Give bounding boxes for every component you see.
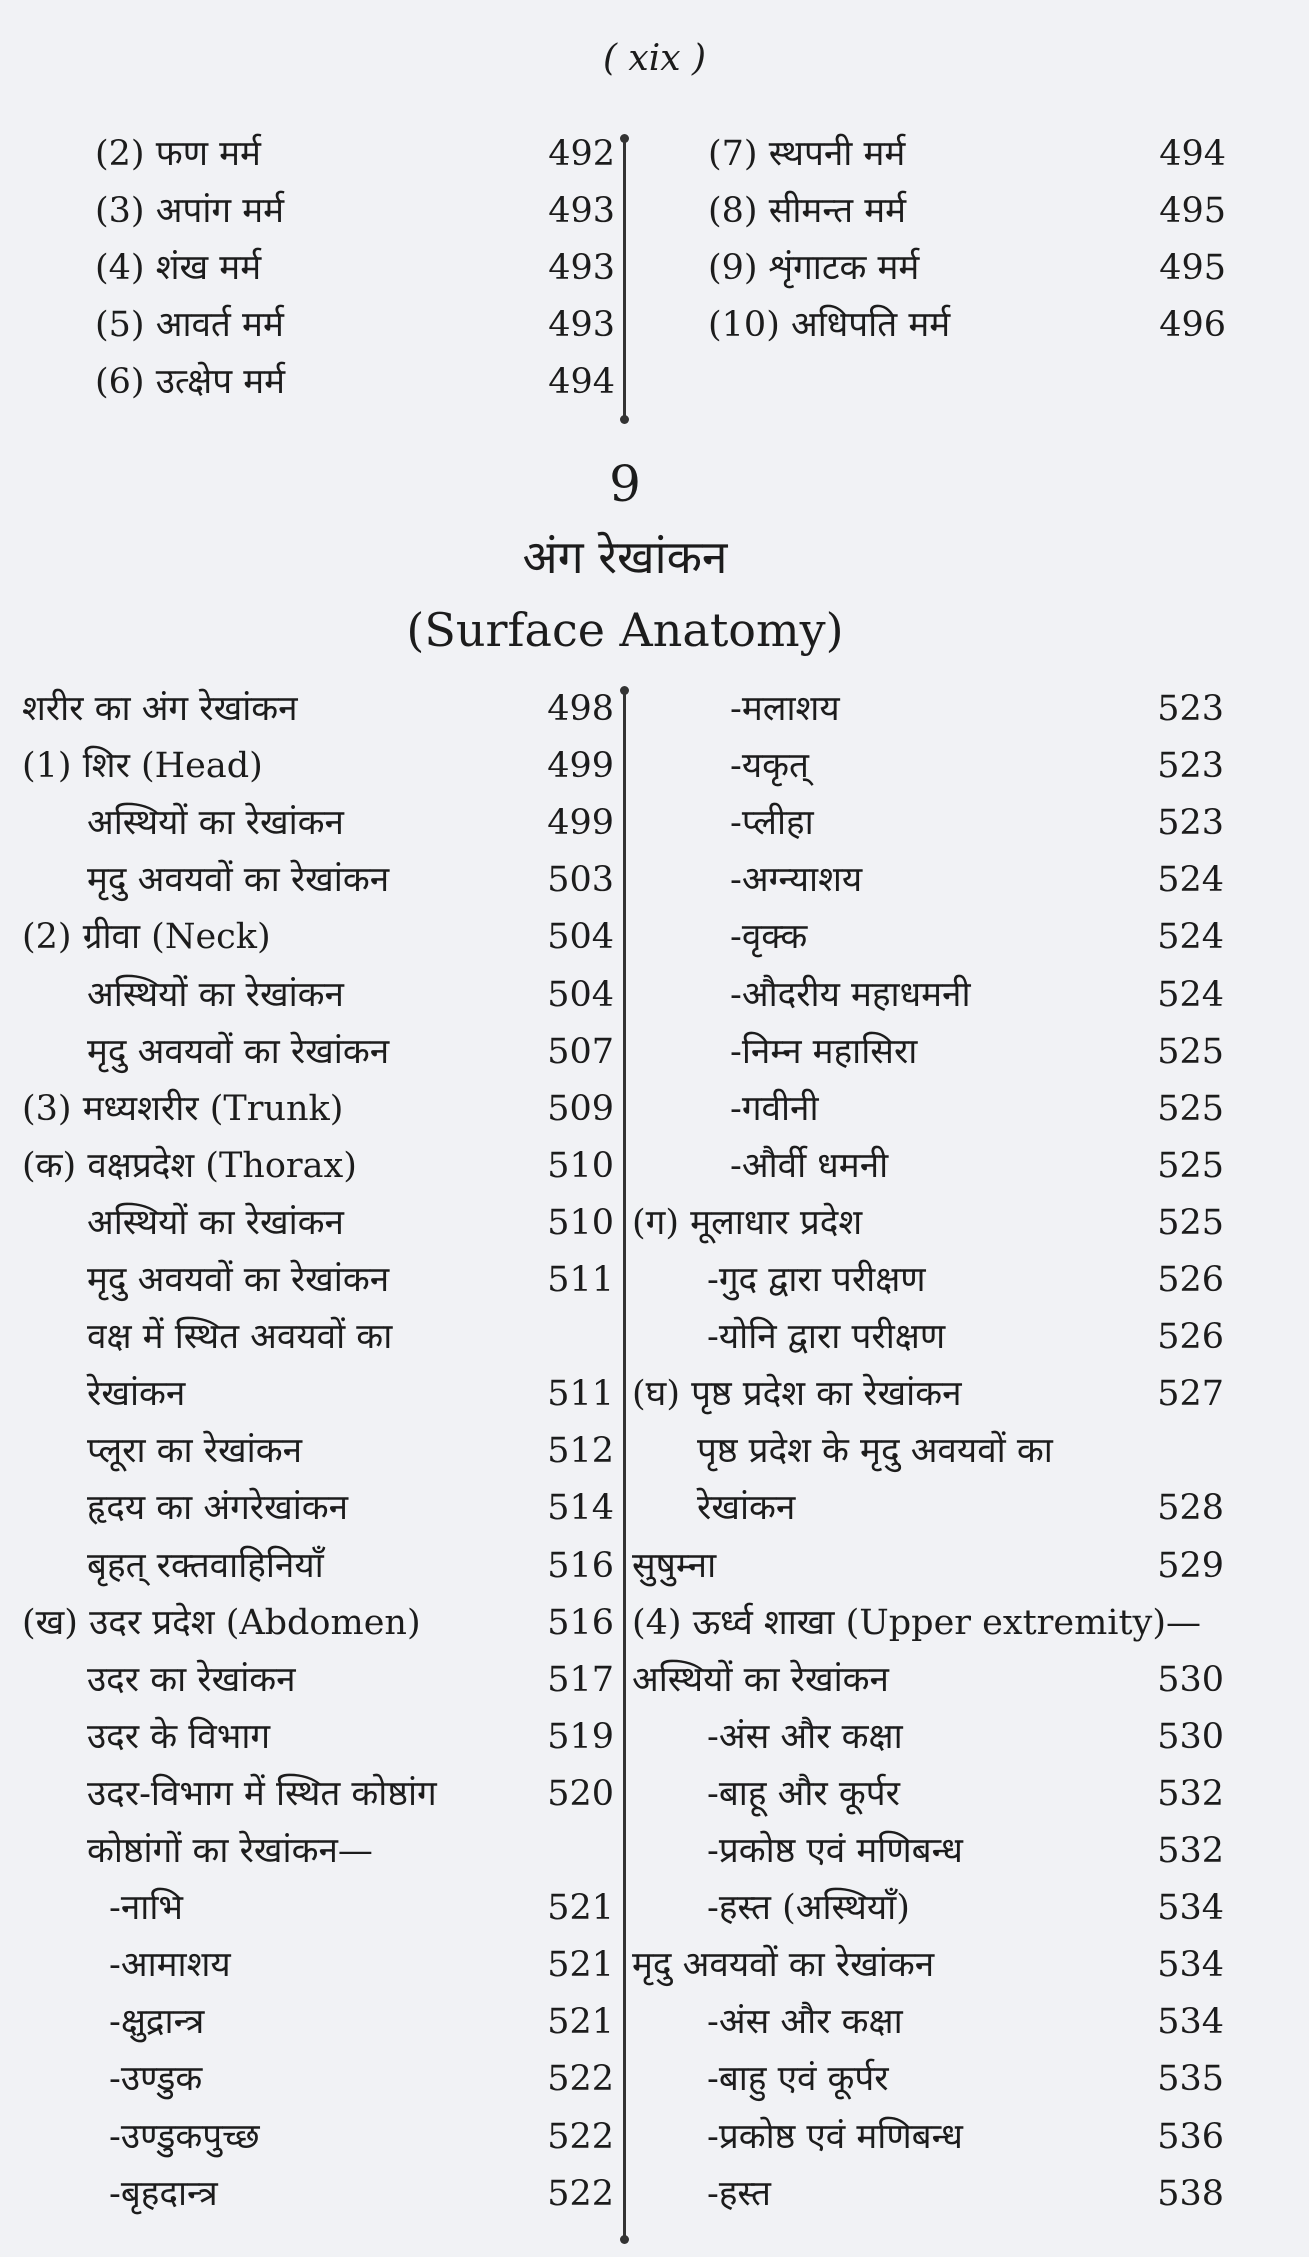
chapter-number: 9 bbox=[609, 455, 641, 513]
toc-entry-page: 494 bbox=[1159, 134, 1226, 174]
column-divider-top bbox=[623, 138, 626, 420]
toc-entry bbox=[632, 1254, 1224, 1306]
toc-entry bbox=[632, 1197, 1224, 1249]
toc-entry bbox=[22, 1597, 614, 1649]
toc-entry bbox=[22, 1254, 614, 1306]
toc-entry-page: 511 bbox=[547, 1374, 614, 1415]
toc-entry bbox=[632, 1026, 1224, 1078]
toc-entry-label: (ख) उदर प्रदेश (Abdomen) bbox=[22, 1602, 421, 1643]
toc-entry-page: 503 bbox=[547, 860, 614, 901]
toc-entry-label: -उण्डुकपुच्छ bbox=[109, 2116, 260, 2157]
toc-entry-label: रेखांकन bbox=[697, 1488, 796, 1529]
toc-entry-page: 522 bbox=[547, 2173, 614, 2214]
toc-entry-page: 495 bbox=[1159, 248, 1226, 288]
toc-entry bbox=[708, 185, 1226, 237]
toc-entry-label: -प्लीहा bbox=[730, 803, 814, 844]
toc-entry-label: -आमाशय bbox=[109, 1945, 231, 1986]
toc-entry-label: मृदु अवयवों का रेखांकन bbox=[632, 1945, 935, 1986]
toc-entry-page: 535 bbox=[1157, 2059, 1224, 2100]
toc-entry-label: (3) मध्यशरीर (Trunk) bbox=[22, 1088, 344, 1129]
toc-entry-page: 504 bbox=[547, 917, 614, 958]
toc-entry bbox=[632, 1882, 1224, 1934]
toc-entry-label: -गुद द्वारा परीक्षण bbox=[707, 1260, 926, 1300]
toc-entry-page: 523 bbox=[1157, 803, 1224, 844]
toc-entry-label: (9) शृंगाटक मर्म bbox=[708, 248, 920, 288]
toc-entry bbox=[22, 1654, 614, 1706]
toc-entry-label: -निम्न महासिरा bbox=[730, 1031, 918, 1072]
toc-entry bbox=[632, 2111, 1224, 2163]
toc-entry bbox=[22, 2168, 614, 2220]
toc-entry-label: उदर-विभाग में स्थित कोष्ठांग bbox=[87, 1773, 437, 1814]
column-divider-main bbox=[623, 690, 626, 2240]
toc-entry bbox=[632, 1825, 1224, 1877]
toc-entry-label: सुषुम्ना bbox=[632, 1545, 717, 1586]
toc-entry-label: -उण्डुक bbox=[109, 2059, 203, 2100]
toc-entry bbox=[95, 185, 615, 237]
toc-entry bbox=[708, 242, 1226, 294]
toc-entry bbox=[22, 1083, 614, 1135]
toc-entry-label: -हस्त (अस्थियाँ) bbox=[707, 1888, 910, 1929]
toc-entry-page: 534 bbox=[1157, 2002, 1224, 2043]
toc-entry bbox=[632, 683, 1224, 735]
toc-entry-page: 499 bbox=[547, 746, 614, 787]
toc-entry-page: 530 bbox=[1157, 1659, 1224, 1700]
toc-entry bbox=[632, 1311, 1224, 1363]
toc-entry bbox=[22, 2053, 614, 2105]
toc-entry-page: 519 bbox=[547, 1716, 614, 1757]
toc-entry-label: (क) वक्षप्रदेश (Thorax) bbox=[22, 1145, 357, 1186]
toc-entry-page: 534 bbox=[1157, 1888, 1224, 1929]
toc-entry-page: 493 bbox=[548, 305, 615, 345]
toc-entry-page: 494 bbox=[548, 362, 615, 402]
toc-entry-label: -प्रकोष्ठ एवं मणिबन्ध bbox=[707, 2116, 963, 2157]
toc-entry-page: 512 bbox=[547, 1431, 614, 1472]
toc-entry-label: -यकृत् bbox=[730, 746, 809, 787]
toc-entry bbox=[22, 1482, 614, 1534]
toc-entry-page: 493 bbox=[548, 191, 615, 231]
toc-entry bbox=[22, 1825, 614, 1877]
toc-entry-page: 496 bbox=[1159, 305, 1226, 345]
toc-entry bbox=[708, 128, 1226, 180]
toc-entry-label: अस्थियों का रेखांकन bbox=[87, 1202, 344, 1243]
toc-entry-label: अस्थियों का रेखांकन bbox=[87, 803, 344, 844]
toc-entry-page: 492 bbox=[548, 134, 615, 174]
toc-entry-label: मृदु अवयवों का रेखांकन bbox=[87, 860, 390, 901]
toc-entry-label: बृहत् रक्तवाहिनियाँ bbox=[87, 1545, 324, 1586]
toc-entry bbox=[22, 797, 614, 849]
toc-entry-label: -अंस और कक्षा bbox=[707, 2002, 903, 2043]
toc-entry-page: 504 bbox=[547, 974, 614, 1015]
toc-entry-label: -क्षुद्रान्त्र bbox=[109, 2002, 205, 2043]
toc-entry-label: -गवीनी bbox=[730, 1088, 819, 1129]
toc-entry bbox=[632, 1939, 1224, 1991]
toc-entry bbox=[632, 911, 1224, 963]
toc-entry bbox=[95, 356, 615, 408]
toc-entry-label: -बाहु एवं कूर्पर bbox=[707, 2059, 889, 2100]
toc-entry bbox=[22, 2111, 614, 2163]
toc-entry bbox=[632, 1083, 1224, 1135]
toc-entry-label: पृष्ठ प्रदेश के मृदु अवयवों का bbox=[697, 1431, 1053, 1472]
toc-entry-label: हृदय का अंगरेखांकन bbox=[87, 1488, 349, 1529]
toc-entry bbox=[632, 1597, 1224, 1649]
toc-entry-page: 521 bbox=[547, 1888, 614, 1929]
toc-entry-label: उदर के विभाग bbox=[87, 1716, 271, 1757]
chapter-subtitle: (Surface Anatomy) bbox=[406, 603, 844, 657]
toc-entry bbox=[632, 2053, 1224, 2105]
toc-entry-page: 507 bbox=[547, 1031, 614, 1072]
left-column bbox=[22, 683, 614, 2214]
toc-entry-page: 525 bbox=[1157, 1031, 1224, 1072]
toc-entry-label: (2) फण मर्म bbox=[95, 134, 261, 174]
toc-entry-page: 521 bbox=[547, 1945, 614, 1986]
toc-entry-page: 499 bbox=[547, 803, 614, 844]
toc-entry-page: 530 bbox=[1157, 1716, 1224, 1757]
toc-entry bbox=[22, 1368, 614, 1420]
toc-entry-page: 521 bbox=[547, 2002, 614, 2043]
toc-entry-page: 509 bbox=[547, 1088, 614, 1129]
toc-entry-label: प्लूरा का रेखांकन bbox=[87, 1431, 303, 1472]
toc-entry bbox=[22, 1197, 614, 1249]
toc-entry bbox=[22, 1996, 614, 2048]
toc-entry-label: वक्ष में स्थित अवयवों का bbox=[87, 1317, 393, 1358]
toc-entry-page: 522 bbox=[547, 2116, 614, 2157]
page-header: ( xix ) bbox=[602, 38, 707, 79]
toc-entry-label: -मलाशय bbox=[730, 689, 840, 729]
toc-entry bbox=[22, 1711, 614, 1763]
toc-entry bbox=[22, 1311, 614, 1363]
toc-entry bbox=[632, 854, 1224, 906]
toc-entry-page: 532 bbox=[1157, 1773, 1224, 1814]
toc-entry bbox=[22, 740, 614, 792]
toc-entry bbox=[22, 1425, 614, 1477]
toc-entry-label: -अंस और कक्षा bbox=[707, 1716, 903, 1757]
toc-entry-label: -नाभि bbox=[109, 1888, 183, 1929]
toc-entry-label: रेखांकन bbox=[87, 1374, 186, 1415]
toc-entry bbox=[632, 1368, 1224, 1420]
toc-entry-page: 524 bbox=[1157, 917, 1224, 958]
toc-entry-label: (घ) पृष्ठ प्रदेश का रेखांकन bbox=[632, 1374, 962, 1415]
toc-entry bbox=[632, 1996, 1224, 2048]
toc-entry bbox=[22, 854, 614, 906]
toc-entry-page: 510 bbox=[547, 1145, 614, 1186]
toc-entry-page: 524 bbox=[1157, 974, 1224, 1015]
toc-entry bbox=[632, 1768, 1224, 1820]
toc-entry bbox=[708, 299, 1226, 351]
toc-entry-page: 527 bbox=[1157, 1374, 1224, 1415]
toc-entry-page: 510 bbox=[547, 1202, 614, 1243]
toc-entry bbox=[22, 969, 614, 1021]
toc-entry-page: 529 bbox=[1157, 1545, 1224, 1586]
toc-entry-page: 536 bbox=[1157, 2116, 1224, 2157]
toc-entry-page: 520 bbox=[547, 1773, 614, 1814]
toc-entry-page: 525 bbox=[1157, 1145, 1224, 1186]
toc-entry-page: 524 bbox=[1157, 860, 1224, 901]
toc-entry-label: -हस्त bbox=[707, 2173, 771, 2214]
toc-entry-page: 532 bbox=[1157, 1831, 1224, 1871]
toc-entry-label: मृदु अवयवों का रेखांकन bbox=[87, 1260, 390, 1300]
toc-entry-label: -वृक्क bbox=[730, 917, 808, 958]
toc-entry bbox=[632, 797, 1224, 849]
toc-entry bbox=[632, 1654, 1224, 1706]
toc-entry bbox=[632, 969, 1224, 1021]
toc-entry-label: -बाहू और कूर्पर bbox=[707, 1773, 900, 1814]
toc-entry-label: -प्रकोष्ठ एवं मणिबन्ध bbox=[707, 1831, 963, 1871]
toc-entry-page: 514 bbox=[547, 1488, 614, 1529]
toc-entry-label: -योनि द्वारा परीक्षण bbox=[707, 1317, 946, 1358]
toc-entry-label: शरीर का अंग रेखांकन bbox=[22, 689, 298, 729]
toc-entry bbox=[22, 1026, 614, 1078]
toc-entry bbox=[95, 299, 615, 351]
toc-entry-page: 525 bbox=[1157, 1202, 1224, 1243]
toc-entry-label: अस्थियों का रेखांकन bbox=[87, 974, 344, 1015]
toc-entry-page: 526 bbox=[1157, 1317, 1224, 1358]
toc-entry-page: 516 bbox=[547, 1602, 614, 1643]
toc-entry-label: (5) आवर्त मर्म bbox=[95, 305, 284, 345]
toc-entry-page: 495 bbox=[1159, 191, 1226, 231]
toc-entry-label: (4) ऊर्ध्व शाखा (Upper extremity)— bbox=[632, 1602, 1201, 1643]
toc-entry-label: -औदरीय महाधमनी bbox=[730, 974, 971, 1015]
toc-entry-page: 528 bbox=[1157, 1488, 1224, 1529]
toc-entry-page: 511 bbox=[547, 1260, 614, 1300]
toc-entry bbox=[632, 2168, 1224, 2220]
toc-entry-label: कोष्ठांगों का रेखांकन— bbox=[87, 1831, 373, 1871]
toc-entry-page: 538 bbox=[1157, 2173, 1224, 2214]
toc-entry-label: अस्थियों का रेखांकन bbox=[632, 1659, 889, 1700]
toc-entry-label: -अग्न्याशय bbox=[730, 860, 863, 901]
toc-entry-label: (4) शंख मर्म bbox=[95, 248, 262, 288]
toc-entry-label: -बृहदान्त्र bbox=[109, 2173, 218, 2214]
toc-entry-label: (7) स्थपनी मर्म bbox=[708, 134, 906, 174]
toc-entry bbox=[22, 911, 614, 963]
toc-entry-label: (6) उत्क्षेप मर्म bbox=[95, 362, 286, 402]
toc-entry-label: उदर का रेखांकन bbox=[87, 1659, 296, 1700]
toc-entry-label: (8) सीमन्त मर्म bbox=[708, 191, 907, 231]
right-column bbox=[632, 683, 1224, 2214]
toc-entry bbox=[22, 683, 614, 735]
toc-entry bbox=[632, 1425, 1224, 1477]
toc-entry-label: (10) अधिपति मर्म bbox=[708, 305, 951, 345]
toc-entry-page: 517 bbox=[547, 1659, 614, 1700]
toc-entry bbox=[632, 1482, 1224, 1534]
toc-entry-page: 516 bbox=[547, 1545, 614, 1586]
toc-entry-page: 525 bbox=[1157, 1088, 1224, 1129]
toc-entry bbox=[95, 128, 615, 180]
toc-entry bbox=[632, 1711, 1224, 1763]
toc-entry bbox=[632, 740, 1224, 792]
toc-entry bbox=[632, 1140, 1224, 1192]
toc-entry bbox=[22, 1882, 614, 1934]
top-right-column bbox=[708, 128, 1226, 368]
toc-entry-label: -और्वी धमनी bbox=[730, 1145, 889, 1186]
toc-entry-page: 498 bbox=[547, 689, 614, 729]
toc-entry-label: (2) ग्रीवा (Neck) bbox=[22, 917, 271, 958]
toc-entry-label: (ग) मूलाधार प्रदेश bbox=[632, 1202, 863, 1243]
toc-entry bbox=[22, 1768, 614, 1820]
toc-entry-label: (1) शिर (Head) bbox=[22, 746, 263, 787]
toc-entry-page: 522 bbox=[547, 2059, 614, 2100]
toc-entry bbox=[22, 1540, 614, 1592]
toc-entry-page: 493 bbox=[548, 248, 615, 288]
toc-entry-page: 523 bbox=[1157, 746, 1224, 787]
toc-entry-label: (3) अपांग मर्म bbox=[95, 191, 285, 231]
top-left-column bbox=[95, 128, 615, 418]
toc-entry-label: मृदु अवयवों का रेखांकन bbox=[87, 1031, 390, 1072]
toc-entry bbox=[22, 1939, 614, 1991]
toc-entry-page: 534 bbox=[1157, 1945, 1224, 1986]
toc-entry-page: 526 bbox=[1157, 1260, 1224, 1300]
chapter-title: अंग रेखांकन bbox=[522, 530, 728, 584]
toc-entry-page: 523 bbox=[1157, 689, 1224, 729]
toc-entry bbox=[95, 242, 615, 294]
toc-entry bbox=[22, 1140, 614, 1192]
toc-entry bbox=[632, 1540, 1224, 1592]
